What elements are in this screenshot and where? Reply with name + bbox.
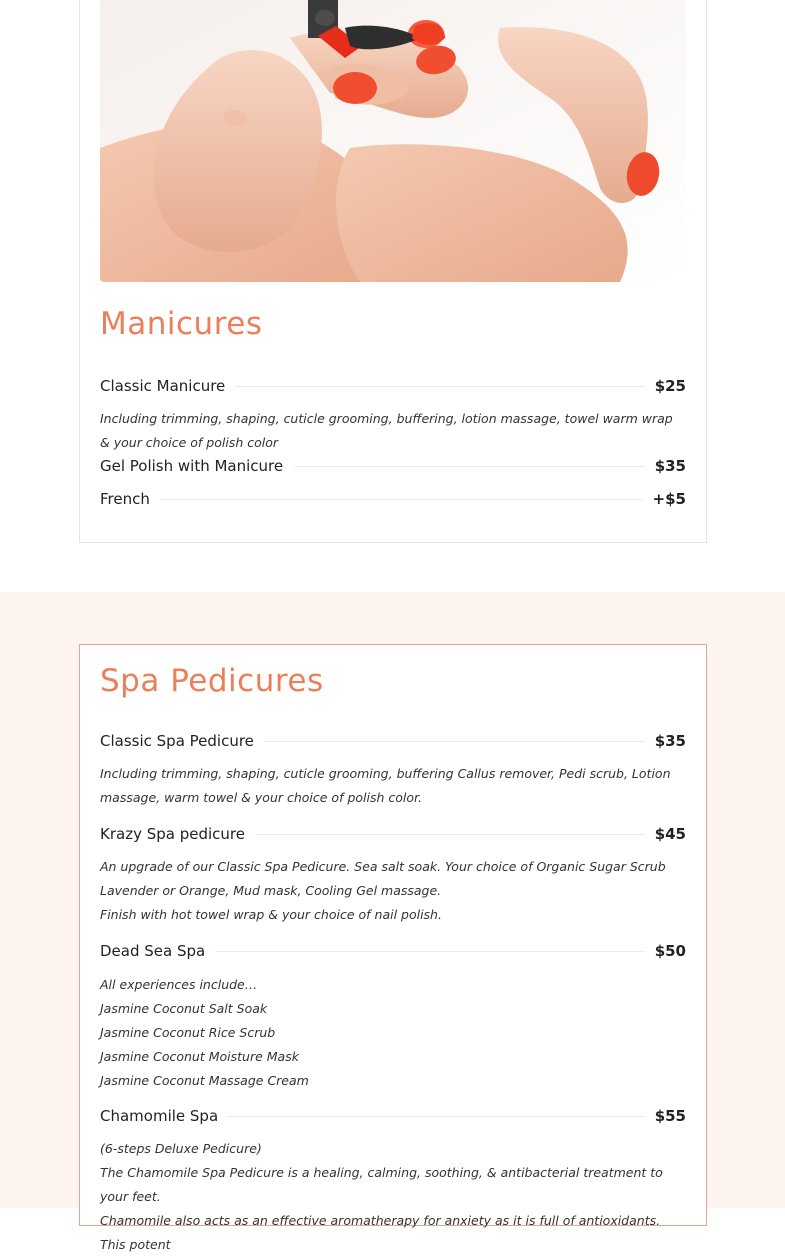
- description-line: Jasmine Coconut Salt Soak: [100, 1001, 268, 1016]
- manicures-title: Manicures: [100, 306, 263, 342]
- service-price: $55: [654, 1107, 686, 1125]
- dotted-leader: [293, 466, 645, 467]
- service-price: +$5: [652, 490, 686, 508]
- service-row-chamomile-spa: [100, 1104, 686, 1128]
- service-price: $25: [654, 377, 686, 395]
- description-line: (6-steps Deluxe Pedicure): [100, 1141, 262, 1156]
- service-row-classic-spa-pedicure: [100, 729, 686, 753]
- service-row-gel-polish: [100, 454, 686, 478]
- service-price: $35: [654, 732, 686, 750]
- service-price: $50: [654, 942, 686, 960]
- service-name: French: [100, 490, 150, 508]
- dotted-leader: [160, 499, 643, 500]
- service-row-french: [100, 487, 686, 511]
- description-line: The Chamomile Spa Pedicure is a healing, calming, soothing, & antibacterial treatment to your feet.: [100, 1165, 663, 1204]
- description-line: All experiences include…: [100, 977, 258, 992]
- dotted-leader: [264, 741, 645, 742]
- manicure-photo: [100, 0, 686, 282]
- description-line: Chamomile also acts as an effective aromatherapy for anxiety as it is full of antioxidants. This potent: [100, 1213, 661, 1252]
- service-name: Classic Manicure: [100, 377, 226, 395]
- manicures-section: [0, 0, 785, 592]
- service-row-dead-sea-spa: [100, 939, 686, 963]
- service-price: $35: [654, 457, 686, 475]
- description-line: Including trimming, shaping, cuticle grooming, buffering, lotion massage, towel warm wrap & your choice of polish color: [100, 411, 673, 450]
- service-row-classic-manicure: [100, 374, 686, 398]
- service-name: Dead Sea Spa: [100, 942, 206, 960]
- description-line: Jasmine Coconut Rice Scrub: [100, 1025, 276, 1040]
- description-line: Jasmine Coconut Moisture Mask: [100, 1049, 299, 1064]
- dotted-leader: [255, 834, 645, 835]
- pedicures-title: Spa Pedicures: [100, 663, 324, 699]
- service-description: [100, 973, 686, 1093]
- service-description: [100, 762, 686, 810]
- service-description: [100, 1137, 686, 1257]
- dotted-leader: [228, 1116, 645, 1117]
- description-line: Jasmine Coconut Massage Cream: [100, 1073, 309, 1088]
- pedicures-card: [79, 644, 707, 1252]
- manicures-card: [79, 0, 707, 543]
- service-name: Gel Polish with Manicure: [100, 457, 284, 475]
- service-row-krazy-spa-pedicure: [100, 822, 686, 846]
- description-line: An upgrade of our Classic Spa Pedicure. Sea salt soak. Your choice of Organic Sugar Scrub Lavender or Orange, Mud mask, Cooling Gel massage.: [100, 859, 666, 898]
- service-description: [100, 407, 686, 455]
- service-name: Classic Spa Pedicure: [100, 732, 254, 750]
- dotted-leader: [215, 951, 644, 952]
- service-price: $45: [654, 825, 686, 843]
- dotted-leader: [235, 386, 644, 387]
- service-name: Krazy Spa pedicure: [100, 825, 245, 843]
- service-name: Chamomile Spa: [100, 1107, 219, 1125]
- description-line: Including trimming, shaping, cuticle grooming, buffering Callus remover, Pedi scrub, Lotion massage, warm towel & your choice of polish color.: [100, 766, 671, 805]
- service-description: [100, 855, 686, 927]
- description-line: Finish with hot towel wrap & your choice of nail polish.: [100, 907, 442, 922]
